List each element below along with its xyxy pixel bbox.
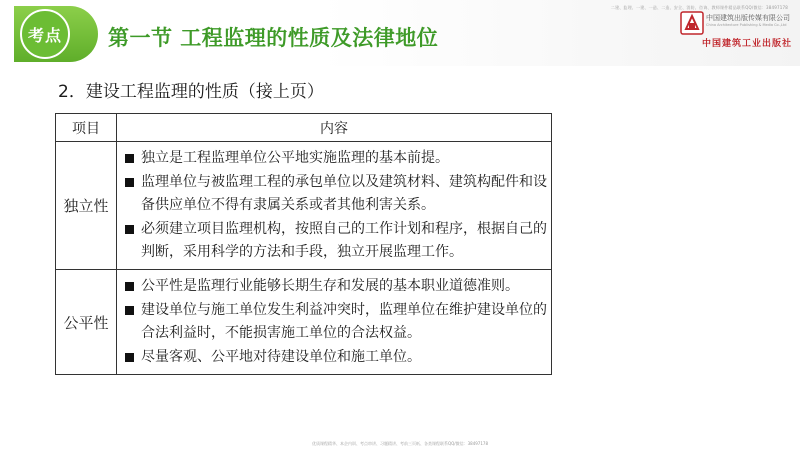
nature-table: [55, 113, 552, 375]
key-point-badge: [14, 6, 98, 62]
bottom-watermark-text: 优质课程精华、本企内训、考点串讲、习题精讲、考前三页纸、各类课程联系QQ/微信：38497178: [311, 441, 488, 446]
bullet-text: 尽量客观、公平地对待建设单位和施工单位。: [141, 349, 421, 365]
bullet-text: 建设单位与施工单位发生利益冲突时，监理单位在维护建设单位的合法利益时，不能损害施工单位的合法权益。: [141, 302, 547, 341]
publisher-logo-icon: [680, 11, 704, 35]
row-content-independence: [117, 142, 552, 270]
row-label-fairness: 公平性: [56, 270, 117, 375]
section-title: 第一节 工程监理的性质及法律地位: [108, 26, 439, 50]
top-watermark-text: 二建、监理、一建、一造、二造、安全、消防、咨询、教师课件精品联系QQ/微信：38497178: [610, 5, 788, 10]
header-item: 项目: [56, 114, 117, 142]
publisher-name-cn: 中国建筑出版传媒有限公司: [706, 14, 790, 22]
table-row-fairness: [56, 270, 552, 375]
bullet-text: 公平性是监理行业能够长期生存和发展的基本职业道德准则。: [141, 278, 519, 294]
list-item: [125, 147, 547, 170]
bullet-text: 必须建立项目监理机构，按照自己的工作计划和程序，根据自己的判断，采用科学的方法和手段，独立开展监理工作。: [141, 221, 547, 260]
badge-circle: [20, 9, 70, 59]
square-bullet-icon: [125, 353, 134, 362]
header-content: 内容: [117, 114, 552, 142]
subheading: 2．建设工程监理的性质（接上页）: [58, 82, 324, 102]
list-item: [125, 218, 547, 264]
publisher-imprint: 中国建筑工业出版社: [702, 39, 793, 49]
row-content-fairness: [117, 270, 552, 375]
table-header-row: [56, 114, 552, 142]
bullet-text: 独立是工程监理单位公平地实施监理的基本前提。: [141, 150, 449, 166]
list-item: [125, 171, 547, 217]
list-item: [125, 346, 547, 369]
square-bullet-icon: [125, 225, 134, 234]
square-bullet-icon: [125, 154, 134, 163]
publisher-logo: [680, 9, 792, 53]
row-label-independence: 独立性: [56, 142, 117, 270]
badge-label: 考点: [27, 25, 62, 45]
list-item: [125, 299, 547, 345]
bullet-text: 监理单位与被监理工程的承包单位以及建筑材料、建筑构配件和设备供应单位不得有隶属关系或者其他利害关系。: [141, 174, 547, 213]
square-bullet-icon: [125, 306, 134, 315]
list-item: [125, 275, 547, 298]
square-bullet-icon: [125, 282, 134, 291]
square-bullet-icon: [125, 178, 134, 187]
publisher-name-en: China Architecture Publishing & Media Co.,Ltd: [706, 23, 787, 27]
table-row-independence: [56, 142, 552, 270]
